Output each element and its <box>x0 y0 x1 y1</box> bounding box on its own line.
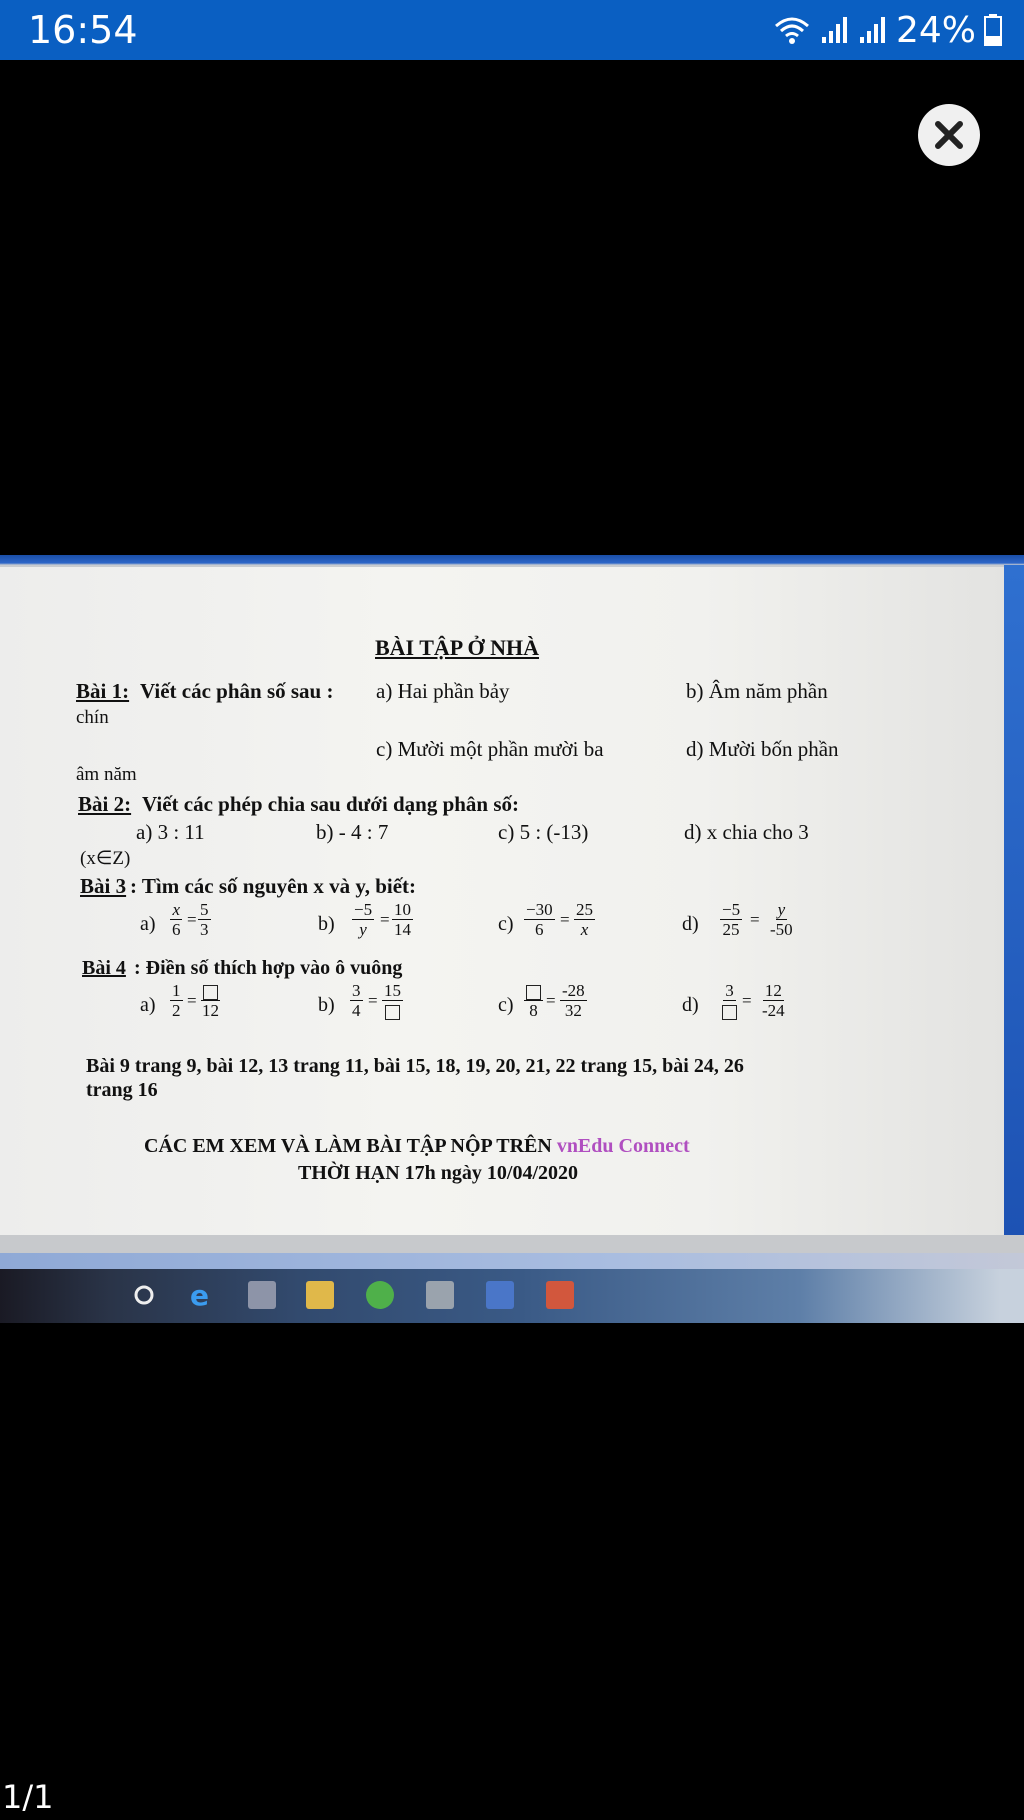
bai2-label: Bài 2: <box>78 792 132 816</box>
equals-sign: = <box>560 910 570 929</box>
bai1-d: d) Mười bốn phần <box>686 737 839 761</box>
bai3-a-label: a) <box>140 913 156 935</box>
equals-sign: = <box>187 910 197 929</box>
fraction: $\frac{-28}{32}$ <box>562 981 585 1020</box>
calculator-icon <box>426 1281 454 1309</box>
fraction: $\frac{1}{2}$ <box>172 981 181 1020</box>
fraction: 8 <box>524 981 543 1020</box>
equals-sign: = <box>380 910 390 929</box>
fraction: $\frac{-30}{6}$ <box>526 900 553 939</box>
cortana-icon <box>130 1281 158 1309</box>
fraction: $\frac{12}{-24}$ <box>762 981 785 1020</box>
fraction: $\frac{y}{-50}$ <box>770 900 793 939</box>
bai2-b: b) - 4 : 7 <box>316 820 389 844</box>
equals-sign: = <box>546 991 556 1010</box>
chrome-icon <box>366 1281 394 1309</box>
bai2-c: c) 5 : (-13) <box>498 820 589 844</box>
status-bar <box>0 0 1024 60</box>
fraction: 15 <box>382 981 403 1020</box>
fraction: $\frac{-5}{25}$ <box>722 900 741 939</box>
notice-text <box>144 1135 690 1158</box>
fraction: $\frac{3}{4}$ <box>352 981 361 1020</box>
battery-percent: 24% <box>895 9 976 51</box>
equals-sign: = <box>750 910 760 929</box>
monitor-strip <box>0 1235 1024 1255</box>
bai4-label: Bài 4 <box>82 957 126 979</box>
word-icon <box>486 1281 514 1309</box>
status-icons <box>772 8 1002 52</box>
answer-box <box>203 985 218 1000</box>
fraction: $\frac{5}{3}$ <box>200 900 209 939</box>
fraction: $\frac{x}{6}$ <box>172 900 181 939</box>
fraction: $\frac{-5}{y}$ <box>354 900 373 939</box>
homework-text-cont: trang 16 <box>86 1079 158 1101</box>
close-icon <box>932 118 966 152</box>
powerpoint-icon <box>546 1281 574 1309</box>
bai3-b-label: b) <box>318 913 335 935</box>
bai4-b-label: b) <box>318 994 335 1016</box>
bai2-d: d) x chia cho 3 <box>684 820 809 844</box>
equals-sign: = <box>187 991 197 1010</box>
svg-text:e: e <box>190 1281 209 1309</box>
homework-text: Bài 9 trang 9, bài 12, 13 trang 11, bài 15, 18, 19, 20, 21, 22 trang 15, bài 24, 26 <box>86 1055 744 1077</box>
doc-title: BÀI TẬP Ở NHÀ <box>375 635 540 660</box>
bai4-text: : Điền số thích hợp vào ô vuông <box>134 957 403 979</box>
answer-box <box>385 1005 400 1020</box>
bai4-d-label: d) <box>682 994 699 1016</box>
brand-name: vnEdu Connect <box>556 1135 690 1157</box>
monitor-scrollbar <box>1004 565 1024 1305</box>
document-page <box>0 567 1004 1323</box>
bai2-d-cont: (x∈Z) <box>80 848 131 869</box>
bai4-a-label: a) <box>140 994 156 1016</box>
equals-sign: = <box>368 991 378 1010</box>
bai1-b: b) Âm năm phần <box>686 679 828 703</box>
bai3-c-label: c) <box>498 913 514 935</box>
fraction: $\frac{25}{x}$ <box>576 900 593 939</box>
edge-icon <box>188 1281 216 1309</box>
bai1-label: Bài 1: <box>76 679 130 703</box>
bai1-b-cont: chín <box>76 707 109 728</box>
answer-box <box>526 985 541 1000</box>
app-icon <box>248 1281 276 1309</box>
fraction: 12 <box>200 981 221 1020</box>
photo-image <box>0 555 1024 1323</box>
bai1-c: c) Mười một phần mười ba <box>376 737 604 761</box>
bai2-text: Viết các phép chia sau dưới dạng phân số: <box>142 792 520 816</box>
wifi-icon <box>772 14 812 46</box>
signal-icon-2 <box>858 15 888 45</box>
bai3-d-label: d) <box>682 913 699 935</box>
bai1-text: Viết các phân số sau : <box>140 679 334 703</box>
answer-box <box>722 1005 737 1020</box>
bai3-text: : Tìm các số nguyên x và y, biết: <box>130 874 417 898</box>
bai3-label: Bài 3 <box>80 874 127 898</box>
fraction: 3 <box>720 981 739 1020</box>
windows-taskbar <box>0 1269 1024 1323</box>
bai4-c-label: c) <box>498 994 514 1016</box>
battery-icon <box>984 14 1002 46</box>
signal-icon <box>820 15 850 45</box>
close-button[interactable] <box>918 104 980 166</box>
deadline-text: THỜI HẠN 17h ngày 10/04/2020 <box>298 1162 579 1184</box>
bai2-a: a) 3 : 11 <box>136 820 205 844</box>
fraction: $\frac{10}{14}$ <box>394 900 411 939</box>
notice-prefix: CÁC EM XEM VÀ LÀM BÀI TẬP NỘP TRÊN <box>144 1135 552 1157</box>
bai1-d-cont: âm năm <box>76 764 137 785</box>
folder-icon <box>306 1281 334 1309</box>
image-counter: 1/1 <box>2 1778 54 1816</box>
equals-sign: = <box>742 991 752 1010</box>
clock: 16:54 <box>28 8 138 52</box>
bai1-a: a) Hai phần bảy <box>376 679 510 703</box>
